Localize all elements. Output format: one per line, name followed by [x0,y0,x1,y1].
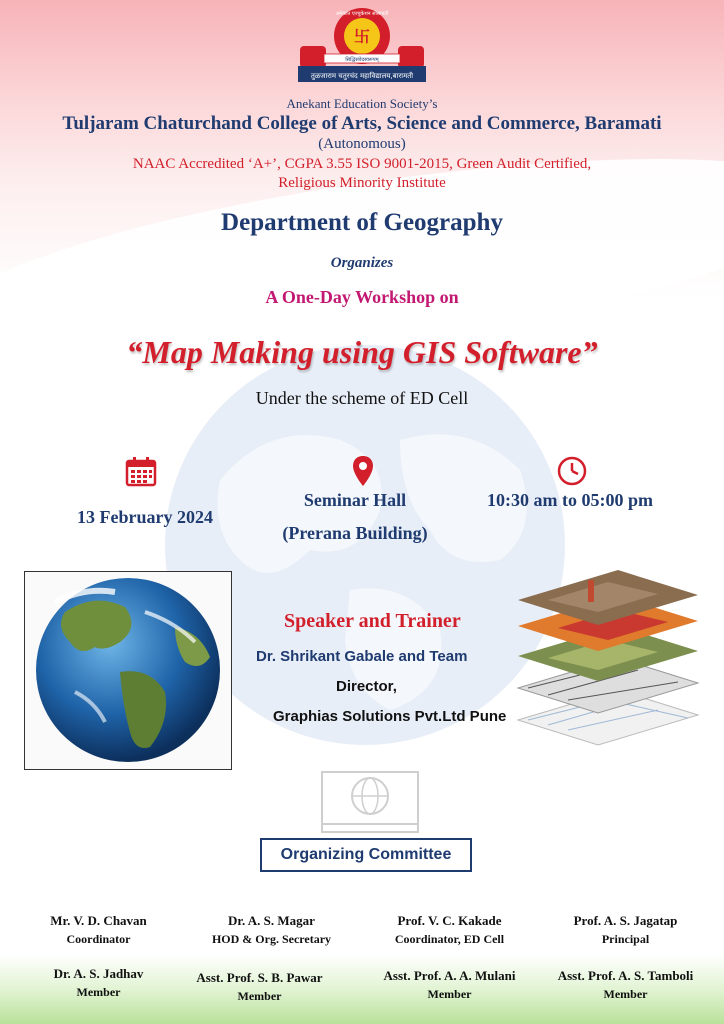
committee-member [535,968,716,1002]
autonomous-label: (Autonomous) [318,136,406,152]
member-role: Member [427,987,472,1001]
member-name: Mr. V. D. Chavan [50,913,147,928]
member-role: Principal [601,932,650,946]
svg-text:卐: 卐 [353,27,371,46]
member-role: Member [603,987,648,1001]
minority-text: Religious Minority Institute [278,175,446,191]
member-name: Prof. V. C. Kakade [397,913,502,928]
calendar-icon [125,457,157,487]
member-name: Dr. A. S. Jadhav [53,966,144,981]
workshop-title: “Map Making using GIS Software” [126,334,598,370]
college-logo [294,6,430,86]
venue-building: (Prerana Building) [282,523,428,543]
accreditation-text: NAAC Accredited ‘A+’, CGPA 3.55 ISO 9001-2015, Green Audit Certified, [132,156,592,172]
book-globe-icon [320,768,420,836]
committee-member [169,970,350,1004]
venue-name: Seminar Hall [303,490,407,510]
gis-layers-image [508,570,704,748]
logo-motto: सिद्धिसंवेदस्वरूपम् [345,57,379,63]
member-name: Dr. A. S. Magar [228,913,315,928]
department-title: Department of Geography [221,209,503,236]
member-name: Asst. Prof. S. B. Pawar [196,970,323,985]
scheme-text: Under the scheme of ED Cell [255,388,469,408]
speaker-name: Dr. Shrikant Gabale and Team [256,648,468,665]
workshop-label: A One-Day Workshop on [265,287,459,307]
committee-member [8,913,189,947]
member-name: Prof. A. S. Jagatap [573,913,678,928]
event-time: 10:30 am to 05:00 pm [487,490,653,510]
society-name: Anekant Education Society’s [286,96,438,111]
committee-member [181,913,362,947]
speaker-designation: Director, [336,678,397,695]
committee-member [359,968,540,1002]
member-role: Member [237,989,282,1003]
logo-banner: तुळजाराम चतुरचंद महाविद्यालय,बारामती [310,72,414,80]
member-role: Member [76,985,121,999]
member-role: Coordinator [66,932,131,946]
member-role: HOD & Org. Secretary [211,932,332,946]
organizing-committee-heading: Organizing Committee [260,838,472,872]
college-name: Tuljaram Chaturchand College of Arts, Science and Commerce, Baramati [62,113,662,134]
speaker-company: Graphias Solutions Pvt.Ltd Pune [273,708,507,725]
committee-member [8,966,189,1000]
member-name: Asst. Prof. A. A. Mulani [383,968,516,983]
location-pin-icon [352,455,374,487]
logo-top-text: अनेकांत एज्युकेशन सोसायटी [335,11,389,17]
speaker-heading: Speaker and Trainer [284,610,461,632]
earth-image [24,571,232,770]
committee-member [535,913,716,947]
committee-member [359,913,540,947]
event-date: 13 February 2024 [77,507,213,527]
organizes-label: Organizes [330,255,394,271]
clock-icon [556,455,588,487]
member-name: Asst. Prof. A. S. Tamboli [557,968,694,983]
member-role: Coordinator, ED Cell [394,932,505,946]
